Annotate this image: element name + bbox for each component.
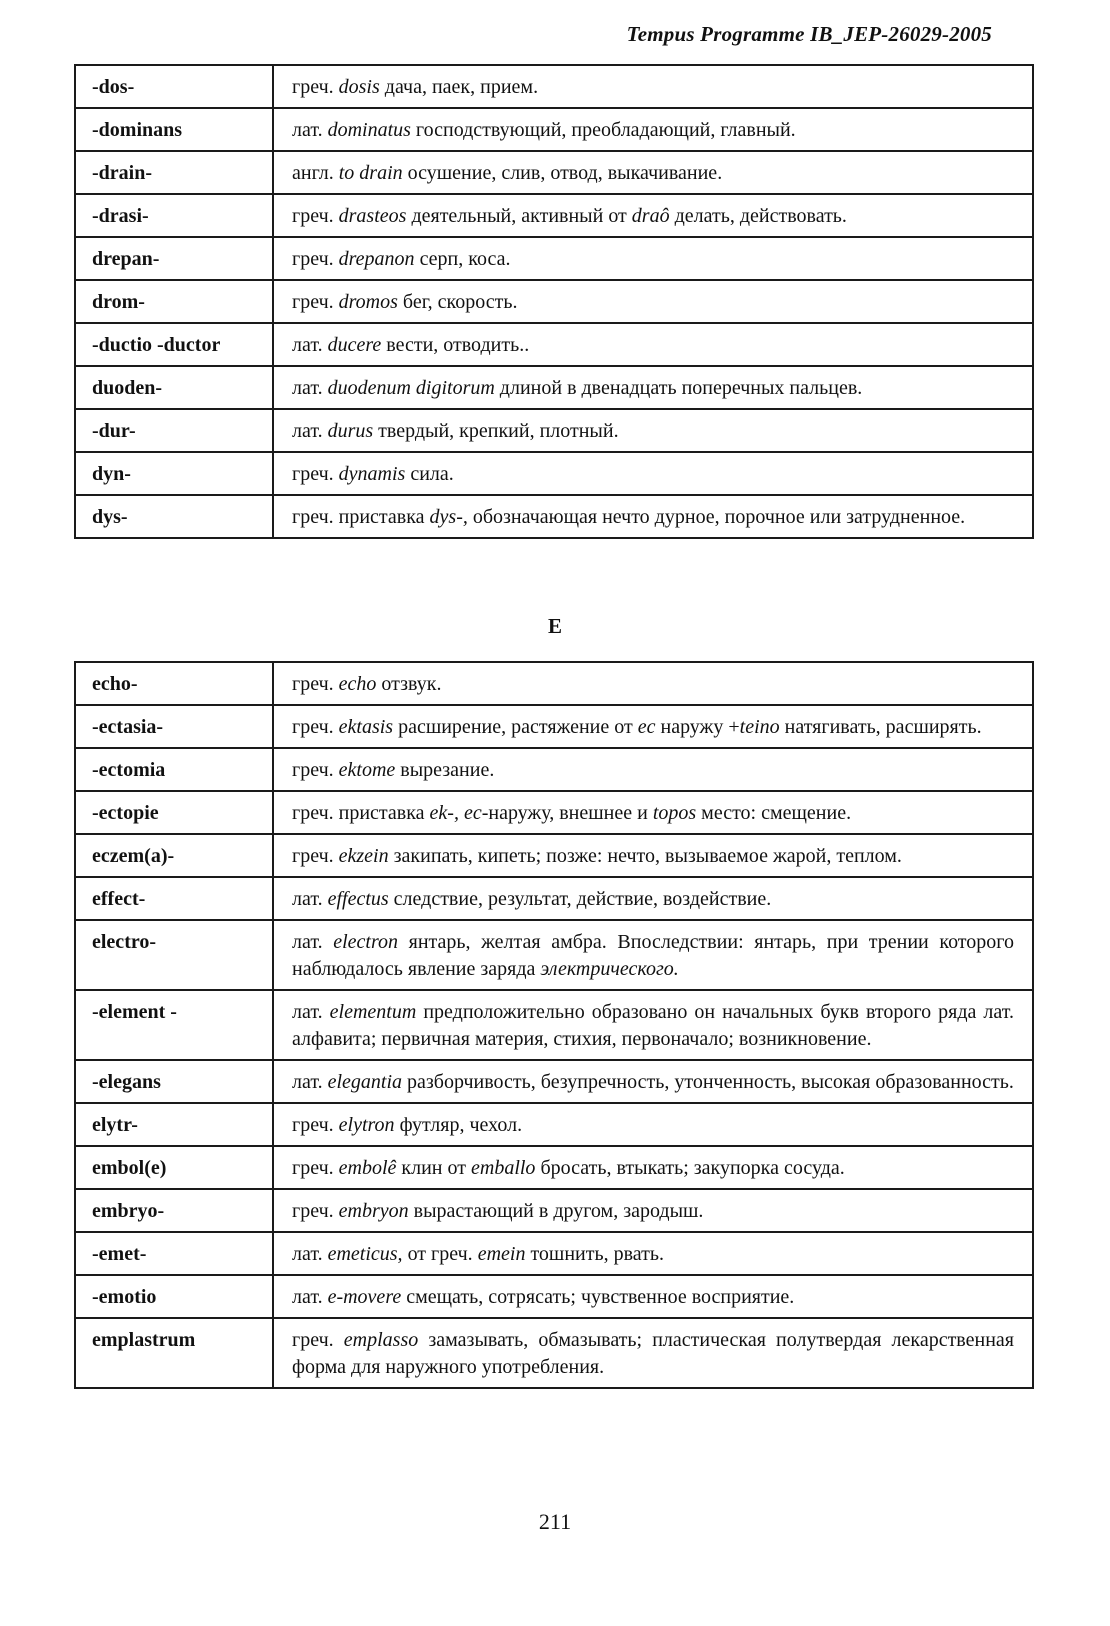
table-row (75, 705, 1033, 748)
term-cell: emplastrum (75, 1318, 273, 1388)
table-row (75, 151, 1033, 194)
definition-text: деятельный, активный от (406, 205, 632, 227)
definition-cell (273, 452, 1033, 495)
etymon-text: dominatus (327, 119, 411, 141)
etymon-text: draô (631, 205, 670, 227)
definition-text: следствие, результат, действие, воздействие. (388, 888, 772, 910)
definition-text: господствующий, преобладающий, главный. (410, 119, 796, 141)
definition-cell (273, 1275, 1033, 1318)
etymon-text: emein (477, 1243, 526, 1265)
etymon-text: электрического. (540, 958, 679, 980)
definition-cell (273, 877, 1033, 920)
table-row (75, 1103, 1033, 1146)
table-row (75, 280, 1033, 323)
definition-text: лат. (292, 888, 328, 910)
definition-text: лат. (292, 1071, 328, 1093)
definition-text: тошнить, рвать. (525, 1243, 664, 1265)
glossary-table-e-body (75, 662, 1033, 1388)
term-cell: -ectasia- (75, 705, 273, 748)
table-row (75, 366, 1033, 409)
definition-text: клин от (396, 1157, 471, 1179)
table-row (75, 108, 1033, 151)
etymon-text: to drain (338, 162, 403, 184)
definition-text: англ. (292, 162, 339, 184)
definition-text: греч. (292, 463, 339, 485)
definition-cell (273, 1103, 1033, 1146)
definition-text: расширение, растяжение от (393, 716, 638, 738)
table-row (75, 990, 1033, 1060)
definition-cell (273, 990, 1033, 1060)
definition-cell (273, 1189, 1033, 1232)
definition-text: длиной в двенадцать поперечных пальцев. (494, 377, 863, 399)
definition-text: лат. (292, 377, 328, 399)
term-cell: -elegans (75, 1060, 273, 1103)
definition-cell (273, 1318, 1033, 1388)
etymon-text: echo (338, 673, 377, 695)
term-cell: duoden- (75, 366, 273, 409)
definition-text: греч. приставка (292, 506, 430, 528)
definition-text: лат. (292, 1286, 328, 1308)
term-cell: echo- (75, 662, 273, 705)
definition-text: -наружу, внешнее и (481, 802, 653, 824)
definition-text: предположительно образовано он начальных букв второго ряда лат. алфавита; первичная материя, стихия, первоначало; возникновение. (292, 1001, 1015, 1050)
page-number: 211 (538, 1509, 572, 1534)
term-cell: eczem(a)- (75, 834, 273, 877)
term-cell: -element - (75, 990, 273, 1060)
etymon-text: dys-, (429, 506, 468, 528)
definition-text: янтарь, желтая амбра. Впоследствии: янтарь, при трении которого наблюдалось явление заряда (292, 931, 1014, 980)
term-cell: -dos- (75, 65, 273, 108)
glossary-table-d-body (75, 65, 1033, 538)
etymon-text: drepanon (338, 248, 415, 270)
term-cell: elytr- (75, 1103, 273, 1146)
table-row (75, 194, 1033, 237)
running-header: Tempus Programme IB_JEP-26029-2005 (626, 22, 992, 46)
definition-cell (273, 151, 1033, 194)
table-row (75, 662, 1033, 705)
term-cell: -ectomia (75, 748, 273, 791)
definition-text: лат. (292, 420, 328, 442)
term-cell: embol(e) (75, 1146, 273, 1189)
definition-text: смещать, сотрясать; чувственное восприятие. (401, 1286, 795, 1308)
definition-cell (273, 748, 1033, 791)
glossary-table-d (74, 64, 1034, 539)
etymon-text: emballo (471, 1157, 536, 1179)
etymon-text: topos (652, 802, 697, 824)
term-cell: dyn- (75, 452, 273, 495)
definition-text: бег, скорость. (397, 291, 518, 313)
table-row (75, 1275, 1033, 1318)
definition-cell (273, 662, 1033, 705)
definition-text: вырезание. (395, 759, 495, 781)
definition-text: дача, паек, прием. (379, 76, 539, 98)
definition-text: место: смещение. (696, 802, 852, 824)
definition-text: греч. (292, 1329, 344, 1351)
definition-text: твердый, крепкий, плотный. (373, 420, 619, 442)
table-row (75, 1189, 1033, 1232)
term-cell: electro- (75, 920, 273, 990)
table-row (75, 791, 1033, 834)
definition-text: греч. (292, 716, 339, 738)
definition-text: от греч. (402, 1243, 478, 1265)
etymon-text: ektome (338, 759, 396, 781)
table-row (75, 748, 1033, 791)
etymon-text: dynamis (338, 463, 406, 485)
definition-text: вырастающий в другом, зародыш. (408, 1200, 704, 1222)
etymon-text: emplasso (343, 1329, 419, 1351)
section-heading: E (547, 614, 562, 638)
definition-text: греч. (292, 205, 339, 227)
definition-cell (273, 323, 1033, 366)
etymon-text: ducere (327, 334, 382, 356)
definition-cell (273, 409, 1033, 452)
table-row (75, 1318, 1033, 1388)
term-cell: -ductio -ductor (75, 323, 273, 366)
etymon-text: ekzein (338, 845, 389, 867)
definition-text: обозначающая нечто дурное, порочное или затрудненное. (467, 506, 966, 528)
definition-cell (273, 194, 1033, 237)
definition-text: делать, действовать. (669, 205, 847, 227)
etymon-text: durus (327, 420, 374, 442)
definition-text: лат. (292, 931, 334, 953)
etymon-text: teino (739, 716, 780, 738)
table-row (75, 1146, 1033, 1189)
table-row (75, 495, 1033, 538)
definition-cell (273, 495, 1033, 538)
etymon-text: dosis (338, 76, 380, 98)
definition-cell (273, 1232, 1033, 1275)
etymon-text: electron (333, 931, 398, 953)
definition-text: осушение, слив, отвод, выкачивание. (402, 162, 723, 184)
term-cell: -dur- (75, 409, 273, 452)
definition-text: греч. (292, 1200, 339, 1222)
etymon-text: embryon (338, 1200, 409, 1222)
glossary-table-e (74, 661, 1034, 1389)
table-row (75, 452, 1033, 495)
definition-text: натягивать, расширять. (779, 716, 982, 738)
definition-text: сила. (405, 463, 454, 485)
table-row (75, 409, 1033, 452)
etymon-text: ektasis (338, 716, 394, 738)
etymon-text: drasteos (338, 205, 407, 227)
etymon-text: elytron (338, 1114, 395, 1136)
term-cell: -ectopie (75, 791, 273, 834)
definition-cell (273, 237, 1033, 280)
definition-cell (273, 1146, 1033, 1189)
etymon-text: duodenum digitorum (327, 377, 495, 399)
definition-text: греч. (292, 759, 339, 781)
definition-text: лат. (292, 119, 328, 141)
definition-text: греч. (292, 673, 339, 695)
definition-cell (273, 834, 1033, 877)
definition-cell (273, 366, 1033, 409)
etymon-text: dromos (338, 291, 398, 313)
table-row (75, 877, 1033, 920)
etymon-text: elegantia (327, 1071, 403, 1093)
definition-text: греч. приставка (292, 802, 430, 824)
table-row (75, 237, 1033, 280)
etymon-text: embolê (338, 1157, 397, 1179)
term-cell: drom- (75, 280, 273, 323)
etymon-text: emeticus, (327, 1243, 403, 1265)
definition-cell (273, 108, 1033, 151)
etymon-text: ec (637, 716, 656, 738)
definition-text: разборчивость, безупречность, утонченность, высокая образованность. (402, 1071, 1014, 1093)
term-cell: effect- (75, 877, 273, 920)
table-row (75, 834, 1033, 877)
definition-text: бросать, втыкать; закупорка сосуда. (535, 1157, 845, 1179)
definition-text: греч. (292, 291, 339, 313)
term-cell: drepan- (75, 237, 273, 280)
definition-text: футляр, чехол. (394, 1114, 523, 1136)
table-row (75, 323, 1033, 366)
definition-text: лат. (292, 1001, 330, 1023)
definition-cell (273, 1060, 1033, 1103)
etymon-text: elementum (329, 1001, 417, 1023)
definition-text: лат. (292, 334, 328, 356)
term-cell: -dominans (75, 108, 273, 151)
definition-text: серп, коса. (414, 248, 511, 270)
definition-cell (273, 791, 1033, 834)
definition-cell (273, 920, 1033, 990)
term-cell: -drain- (75, 151, 273, 194)
definition-cell (273, 705, 1033, 748)
definition-text: греч. (292, 248, 339, 270)
definition-text: замазывать, обмазывать; пластическая полутвердая лекарственная форма для наружного употребления. (292, 1329, 1014, 1378)
table-row (75, 65, 1033, 108)
term-cell: -emet- (75, 1232, 273, 1275)
definition-text: закипать, кипеть; позже: нечто, вызываемое жарой, теплом. (388, 845, 902, 867)
definition-text: вести, отводить.. (381, 334, 530, 356)
term-cell: embryo- (75, 1189, 273, 1232)
definition-text: греч. (292, 1114, 339, 1136)
table-row (75, 1060, 1033, 1103)
definition-text: греч. (292, 1157, 339, 1179)
definition-text: отзвук. (376, 673, 442, 695)
table-row (75, 920, 1033, 990)
etymon-text: e-movere (327, 1286, 402, 1308)
definition-text: наружу + (655, 716, 740, 738)
definition-cell (273, 65, 1033, 108)
etymon-text: ek-, ec (429, 802, 482, 824)
definition-text: лат. (292, 1243, 328, 1265)
definition-text: греч. (292, 845, 339, 867)
definition-cell (273, 280, 1033, 323)
term-cell: dys- (75, 495, 273, 538)
term-cell: -emotio (75, 1275, 273, 1318)
definition-text: греч. (292, 76, 339, 98)
table-row (75, 1232, 1033, 1275)
term-cell: -drasi- (75, 194, 273, 237)
etymon-text: effectus (327, 888, 389, 910)
